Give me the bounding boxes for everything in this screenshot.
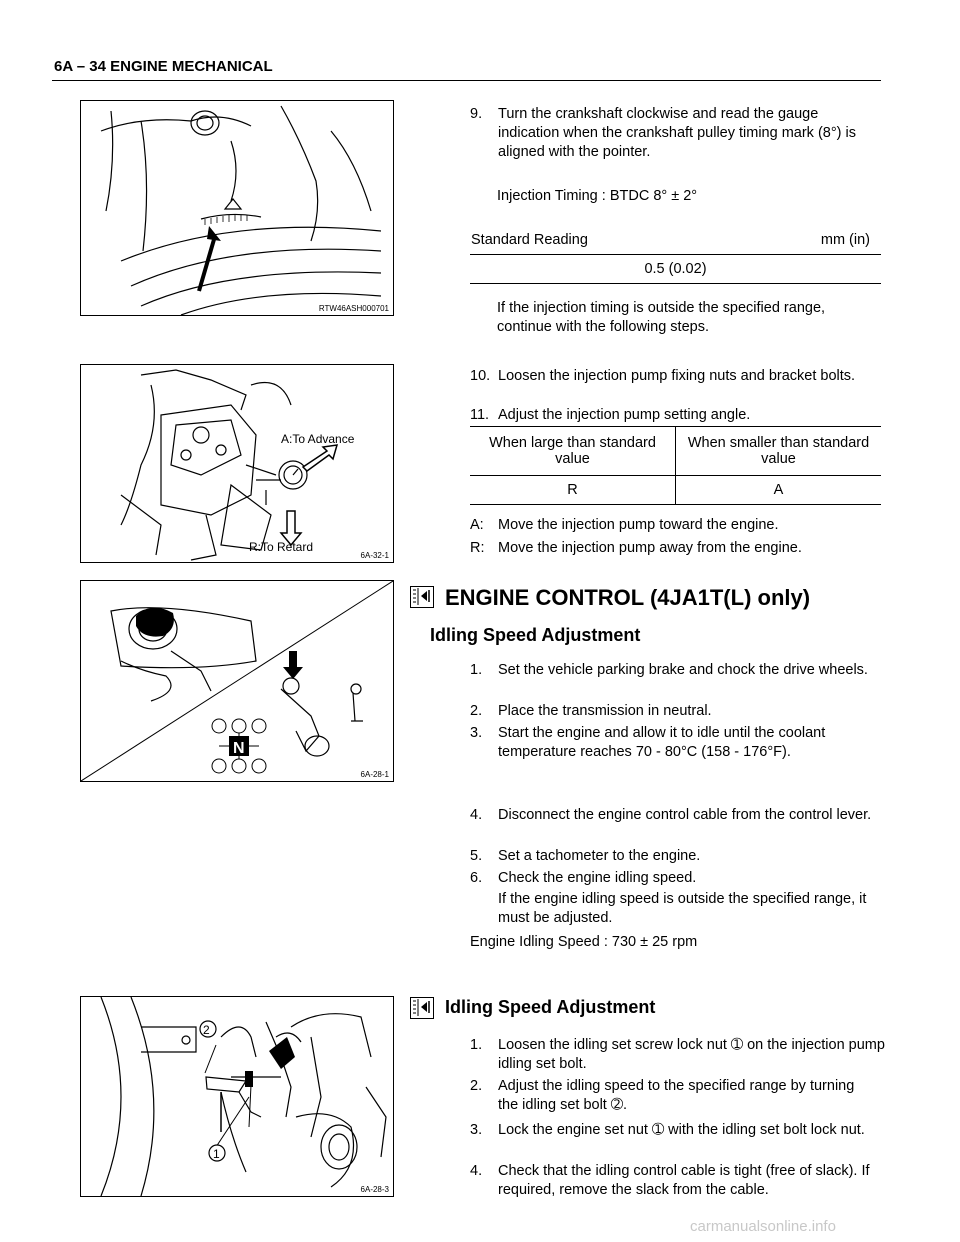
injection-pump-illustration	[81, 365, 393, 562]
table-rule	[470, 283, 881, 284]
step-text: Start the engine and allow it to idle until the coolant temperature reaches 70 - 80°C (158 - 176°F).	[498, 725, 826, 760]
note-text: Move the injection pump toward the engine.	[498, 517, 779, 533]
parking-neutral-illustration	[81, 581, 393, 781]
step-number: 4.	[470, 807, 483, 823]
table-cell: A	[676, 476, 882, 505]
table-header-label: Standard Reading	[471, 232, 588, 248]
step-text: Loosen the injection pump fixing nuts and bracket bolts.	[498, 368, 856, 384]
section-marker-icon-glyph	[411, 587, 432, 606]
step-text: Set a tachometer to the engine.	[498, 848, 701, 864]
step-number: 11.	[470, 407, 490, 423]
spec-injection-timing: Injection Timing : BTDC 8° ± 2°	[497, 188, 698, 204]
note-text: Move the injection pump away from the engine.	[498, 540, 802, 556]
step-text: Disconnect the engine control cable from the control lever.	[498, 807, 872, 823]
step-number: 9.	[470, 106, 483, 122]
figure-caption: 6A-28-1	[360, 770, 389, 779]
gear-letter: N	[233, 740, 245, 757]
step-text: Adjust the injection pump setting angle.	[498, 407, 751, 423]
step-text: Turn the crankshaft clockwise and read the gauge indication when the crankshaft pulley timing mark (8°) is aligned with the pointer.	[498, 106, 856, 160]
step-text: Check that the idling control cable is tight (free of slack). If required, remove the slack from the cable.	[498, 1163, 870, 1198]
step-number: 3.	[470, 725, 483, 741]
step-number: 3.	[470, 1122, 483, 1138]
callout-2: 2	[203, 1023, 210, 1037]
step-number: 1.	[470, 1037, 483, 1053]
spec-idling-speed: Engine Idling Speed : 730 ± 25 rpm	[470, 934, 698, 950]
step-number: 4.	[470, 1163, 483, 1179]
section-subtitle: Idling Speed Adjustment	[430, 625, 641, 645]
step-text: Adjust the idling speed to the specified range by turning the idling set bolt ➁.	[498, 1078, 855, 1113]
advance-label: A:To Advance	[281, 432, 355, 446]
table-header-cell: When large than standard value	[470, 427, 676, 476]
step-number: 2.	[470, 1078, 483, 1094]
step-text: Place the transmission in neutral.	[498, 703, 712, 719]
table-rule	[470, 254, 881, 255]
table-value: 0.5 (0.02)	[644, 261, 707, 277]
table-header-cell: When smaller than standard value	[676, 427, 882, 476]
step-number: 1.	[470, 662, 483, 678]
step-text: Set the vehicle parking brake and chock the drive wheels.	[498, 662, 868, 678]
figure-caption: 6A-28-3	[360, 1185, 389, 1194]
figure-parking-neutral	[80, 580, 394, 782]
page-header: 6A – 34 ENGINE MECHANICAL	[54, 58, 273, 75]
table-cell: R	[470, 476, 676, 505]
figure-caption: RTW46ASH000701	[318, 304, 389, 313]
header-rule	[52, 80, 881, 81]
adjustment-table	[470, 426, 881, 505]
step-number: 6.	[470, 870, 483, 886]
step-text: Loosen the idling set screw lock nut ➀ on the injection pump idling set bolt.	[498, 1037, 885, 1072]
step-text: Check the engine idling speed.	[498, 870, 697, 886]
section-marker-icon	[410, 997, 434, 1019]
step-number: 5.	[470, 848, 483, 864]
idling-set-bolt-illustration	[81, 997, 393, 1196]
table-row	[470, 476, 881, 505]
step-text: Lock the engine set nut ➀ with the idling set bolt lock nut.	[498, 1122, 865, 1138]
section-title: Idling Speed Adjustment	[445, 997, 656, 1017]
table-row	[470, 427, 881, 476]
section-title: ENGINE CONTROL (4JA1T(L) only)	[445, 585, 811, 610]
figure-idling-set-bolt	[80, 996, 394, 1197]
note-label: A:	[470, 517, 484, 533]
section-marker-icon	[410, 586, 434, 608]
footer-watermark[interactable]: carmanualsonline.info	[690, 1218, 836, 1235]
callout-1: 1	[213, 1147, 220, 1161]
figure-timing-mark	[80, 100, 394, 316]
retard-label: R:To Retard	[249, 540, 314, 554]
step-note: If the engine idling speed is outside the specified range, it must be adjusted.	[498, 891, 867, 926]
note-label: R:	[470, 540, 485, 556]
section-marker-icon-glyph	[411, 998, 432, 1017]
figure-injection-pump	[80, 364, 394, 563]
step-number: 2.	[470, 703, 483, 719]
figure-caption: 6A-32-1	[360, 551, 389, 560]
table-header-unit: mm (in)	[820, 232, 870, 248]
timing-mark-illustration	[81, 101, 393, 315]
step-number: 10.	[470, 368, 491, 384]
note-text: If the injection timing is outside the specified range, continue with the following steps.	[497, 300, 826, 335]
